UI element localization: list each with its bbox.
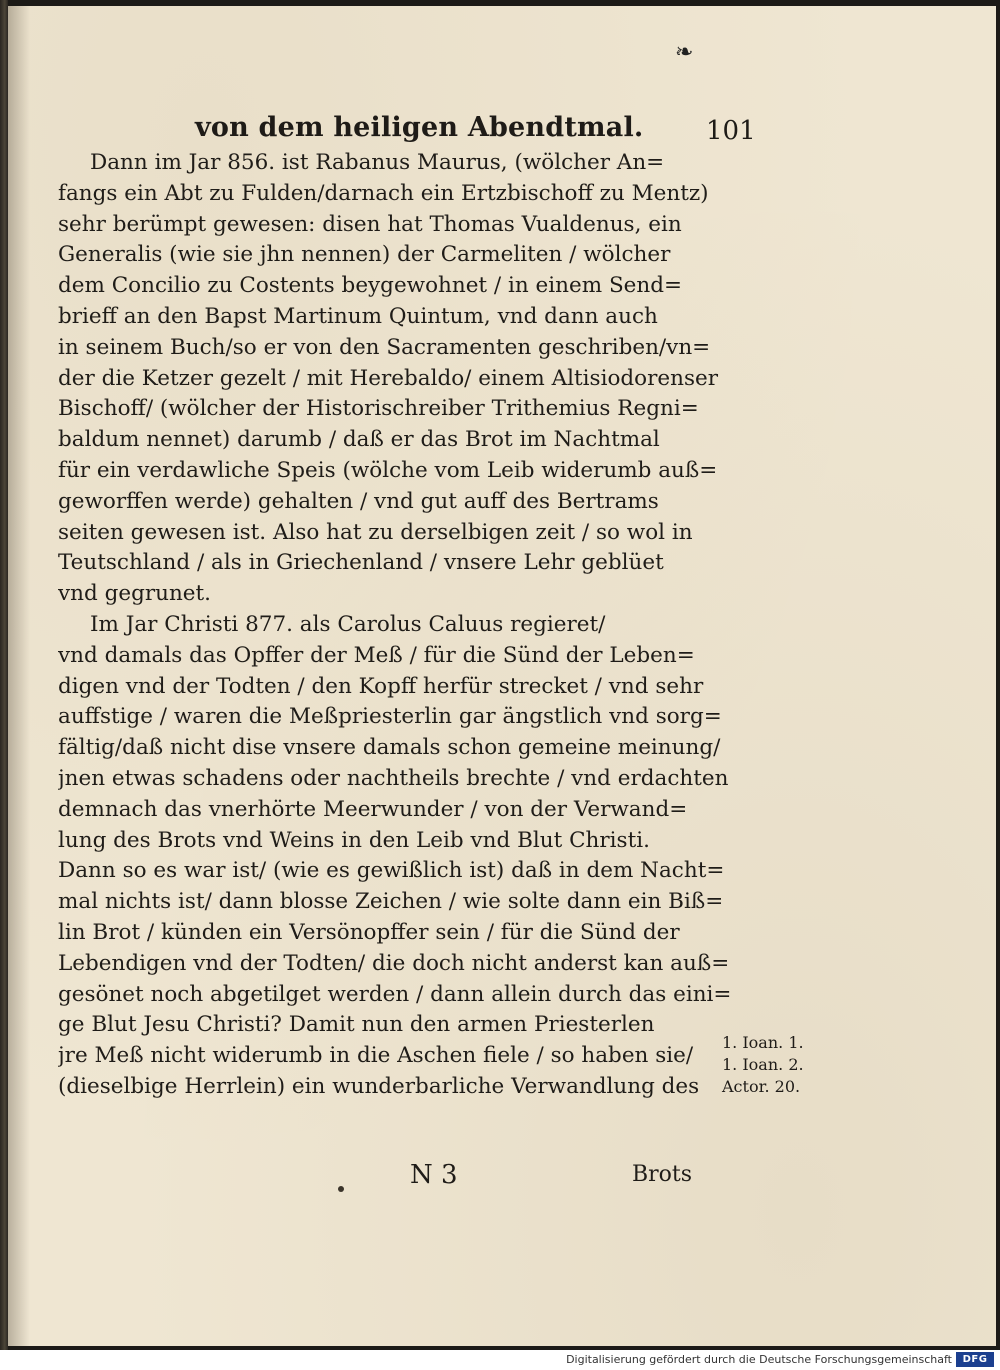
body-text bbox=[58, 148, 738, 1103]
ornament-mark: ❧ bbox=[675, 40, 694, 65]
text-line: lin Brot / künden ein Versönopffer sein / für die Sünd der bbox=[58, 919, 680, 945]
text-line: ge Blut Jesu Christi? Damit nun den armen Priesterlen bbox=[58, 1012, 655, 1038]
text-line: Generalis (wie sie jhn nennen) der Carmeliten / wölcher bbox=[58, 242, 671, 268]
text-line: fältig/daß nicht dise vnsere damals schon gemeine meinung/ bbox=[58, 735, 721, 761]
dfg-logo: DFG bbox=[956, 1352, 994, 1367]
text-line: gesönet noch abgetilget werden / dann allein durch das eini= bbox=[58, 981, 732, 1007]
text-line: demnach das vnerhörte Meerwunder / von der Verwand= bbox=[58, 796, 688, 822]
page-number: 101 bbox=[706, 116, 756, 146]
text-line: Dann so es war ist/ (wie es gewißlich ist) daß in dem Nacht= bbox=[58, 858, 725, 884]
text-line: Dann im Jar 856. ist Rabanus Maurus, (wölcher An= bbox=[90, 150, 665, 175]
text-line: Teutschland / als in Griechenland / vnsere Lehr geblüet bbox=[58, 550, 664, 576]
spine-shadow bbox=[8, 6, 30, 1346]
margin-note: 1. Ioan. 1. bbox=[722, 1033, 804, 1052]
book-edge bbox=[0, 0, 8, 1350]
text-line: jre Meß nicht widerumb in die Aschen fiele / so haben sie/ bbox=[58, 1043, 694, 1069]
credit-text: Digitalisierung gefördert durch die Deutsche Forschungsgemeinschaft bbox=[566, 1353, 952, 1366]
text-line: sehr berümpt gewesen: disen hat Thomas Vualdenus, ein bbox=[58, 211, 682, 237]
text-line: brieff an den Bapst Martinum Quintum, vnd dann auch bbox=[58, 303, 658, 329]
margin-notes bbox=[722, 1032, 832, 1098]
running-head: von dem heiligen Abendtmal. bbox=[195, 112, 644, 143]
margin-note: Actor. 20. bbox=[722, 1077, 801, 1096]
text-line: jnen etwas schadens oder nachtheils brechte / vnd erdachten bbox=[58, 765, 729, 791]
text-line: Im Jar Christi 877. als Carolus Caluus regieret/ bbox=[90, 611, 606, 637]
credit-bar bbox=[0, 1350, 1000, 1370]
text-line: baldum nennet) darumb / daß er das Brot im Nachtmal bbox=[58, 427, 660, 453]
text-line: mal nichts ist/ dann blosse Zeichen / wie solte dann ein Biß= bbox=[58, 889, 724, 915]
text-line: auffstige / waren die Meßpriesterlin gar ängstlich vnd sorg= bbox=[58, 704, 722, 730]
margin-note: 1. Ioan. 2. bbox=[722, 1055, 804, 1074]
signature-mark: N 3 bbox=[410, 1160, 458, 1190]
text-line: vnd gegrunet. bbox=[58, 581, 212, 607]
text-line: Bischoff/ (wölcher der Historischreiber Trithemius Regni= bbox=[58, 396, 699, 422]
catchword: Brots bbox=[632, 1162, 693, 1187]
text-line: lung des Brots vnd Weins in den Leib vnd Blut Christi. bbox=[58, 827, 650, 853]
text-line: geworffen werde) gehalten / vnd gut auff des Bertrams bbox=[58, 488, 659, 514]
text-line: vnd damals das Opffer der Meß / für die Sünd der Leben= bbox=[58, 642, 695, 668]
text-line: digen vnd der Todten / den Kopff herfür strecket / vnd sehr bbox=[58, 673, 704, 699]
text-line: fangs ein Abt zu Fulden/darnach ein Ertzbischoff zu Mentz) bbox=[58, 180, 709, 206]
text-line: in seinem Buch/so er von den Sacramenten geschriben/vn= bbox=[58, 334, 711, 360]
text-line: der die Ketzer gezelt / mit Herebaldo/ einem Altisiodorenser bbox=[58, 365, 718, 391]
text-line: dem Concilio zu Costents beygewohnet / in einem Send= bbox=[58, 273, 683, 299]
text-line: seiten gewesen ist. Also hat zu derselbigen zeit / so wol in bbox=[58, 519, 693, 545]
text-line: Lebendigen vnd der Todten/ die doch nicht anderst kan auß= bbox=[58, 950, 730, 976]
ink-dot bbox=[338, 1186, 344, 1192]
text-line: (dieselbige Herrlein) ein wunderbarliche Verwandlung des bbox=[58, 1073, 700, 1099]
text-line: für ein verdawliche Speis (wölche vom Leib widerumb auß= bbox=[58, 457, 718, 483]
